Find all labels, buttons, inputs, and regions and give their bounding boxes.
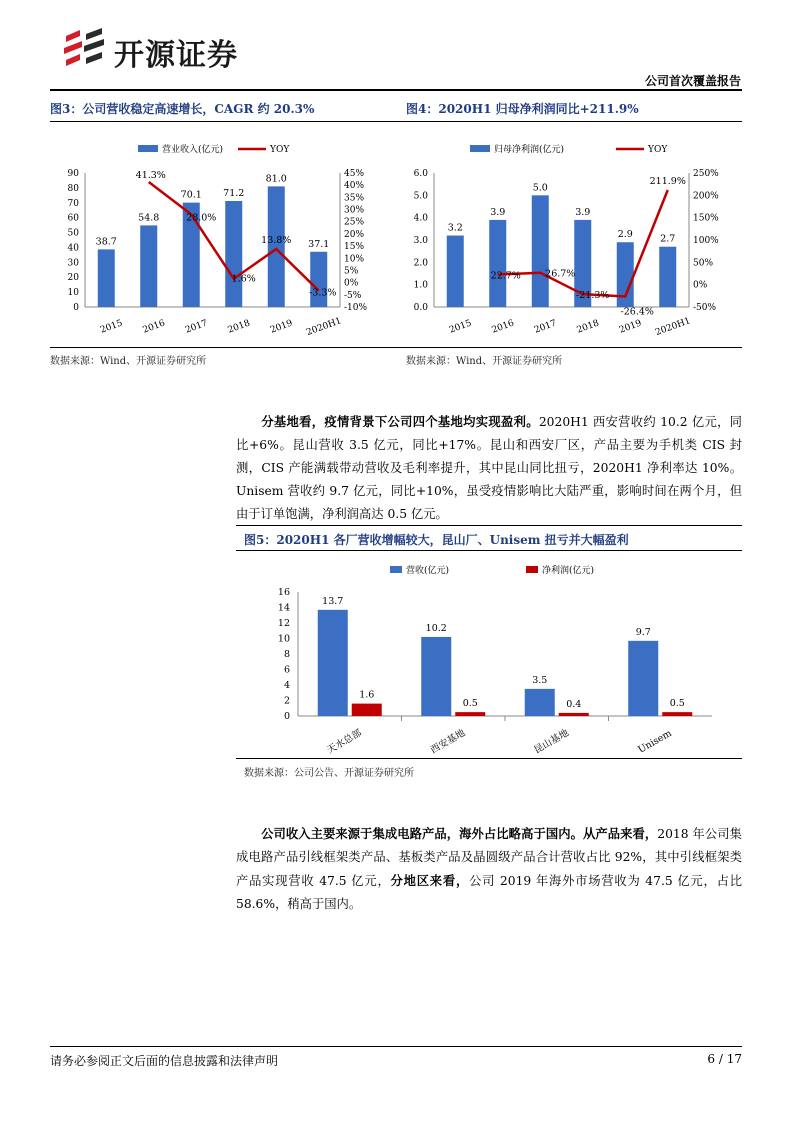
chart-fig3-left-tick: 10: [67, 288, 79, 299]
chart-fig3-right-tick: 20%: [344, 229, 365, 240]
report-type: 公司首次覆盖报告: [644, 74, 741, 88]
chart-fig4-yoy-label: 26.7%: [545, 268, 576, 280]
paragraph-revenue-lead: 公司收入主要来源于集成电路产品，海外占比略高于国内。从产品来看，: [261, 826, 658, 841]
fig5-bar-label: 13.7: [322, 595, 344, 607]
paragraph-by-base: [236, 410, 742, 526]
chart-fig3-right-tick: 10%: [344, 254, 365, 265]
fig-title-rule-top: [50, 121, 742, 122]
chart-fig3-bar: [140, 225, 157, 307]
chart-fig4-bar-label: 2.9: [617, 229, 633, 241]
chart-fig4-x-tick: 2017: [533, 318, 559, 336]
paragraph-by-base-lead: 分基地看，疫情背景下公司四个基地均实现盈利。: [261, 414, 539, 429]
logo-mark-icon: [62, 26, 106, 72]
chart-fig3-right-tick: 45%: [344, 169, 365, 179]
paragraph-revenue-source: [236, 822, 742, 916]
fig3-chart: [50, 125, 395, 347]
fig5-bar-label: 0.5: [462, 698, 478, 710]
chart-fig4-left-tick: 0.0: [413, 303, 428, 313]
fig5-y-tick: 12: [277, 618, 290, 629]
chart-fig4-legend-line-label: YOY: [648, 145, 668, 155]
chart-fig3-x-tick: 2015: [99, 318, 125, 336]
chart-fig4-bar-label: 2.7: [660, 233, 676, 245]
chart-fig3-yoy-label: 28.0%: [186, 212, 217, 224]
fig5-title: 图5：2020H1 各厂营收增幅较大，昆山厂、Unisem 扭亏并大幅盈利: [244, 533, 629, 547]
fig5-legend-profit-swatch: [526, 566, 538, 573]
fig5-x-tick: 天水总部: [325, 727, 364, 757]
chart-fig3-bar-label: 81.0: [265, 173, 287, 185]
chart-fig4-right-tick: 250%: [693, 169, 719, 179]
chart-fig3-right-tick: 25%: [344, 217, 365, 228]
chart-fig4-right-tick: -50%: [693, 303, 717, 313]
chart-fig3-right-tick: 40%: [344, 181, 365, 192]
fig5-y-tick: 6: [283, 664, 290, 676]
chart-fig3-yoy-label: 13.8%: [261, 235, 292, 247]
fig5-y-tick: 14: [277, 602, 290, 614]
chart-fig4-bar: [532, 195, 549, 307]
chart-fig3-right-tick: -5%: [344, 290, 362, 301]
paragraph-revenue-text1: 2018 年公司集成电路产品引线框架类产品、基板类产品及晶圆级产品合计营收占比 92%，其中引线框架类产品实现营收 47.5 亿元，: [236, 827, 742, 888]
chart-fig4-bar-label: 3.9: [575, 206, 591, 218]
chart-fig4-x-tick: 2018: [575, 318, 601, 336]
fig5-bar: [318, 610, 348, 716]
brand-name: 开源证券: [114, 38, 238, 73]
chart-fig3-right-tick: 0%: [344, 278, 359, 289]
fig5-y-tick: 0: [283, 711, 290, 722]
chart-fig3-bar: [268, 186, 285, 307]
chart-fig3-legend-bar-swatch: [138, 145, 158, 152]
chart-fig3-right-tick: 15%: [344, 242, 365, 253]
fig5-bar: [628, 641, 658, 716]
chart-fig4-left-tick: 1.0: [413, 280, 428, 291]
chart-fig4-yoy-label: -21.3%: [576, 290, 610, 302]
fig4-chart: [404, 125, 744, 347]
chart-fig3-bar-label: 37.1: [308, 238, 330, 250]
chart-fig4-bar: [447, 236, 464, 307]
chart-fig3-x-tick: 2019: [269, 318, 295, 336]
chart-fig3-left-tick: 90: [67, 169, 79, 179]
chart-fig3-bar-label: 54.8: [138, 212, 160, 224]
fig4-source: 数据来源：Wind、开源证券研究所: [406, 356, 563, 367]
fig5-bar-label: 0.5: [669, 698, 685, 710]
page-number: 6 / 17: [707, 1052, 742, 1066]
fig5-source-rule: [236, 758, 742, 759]
chart-fig4-right-tick: 200%: [693, 191, 719, 202]
paragraph-revenue-text2: 公司 2019 年海外市场营收为 47.5 亿元，占比 58.6%，稍高于国内。: [236, 874, 743, 911]
fig5-legend-revenue-swatch: [390, 566, 402, 573]
fig5-y-tick: 4: [283, 680, 290, 691]
fig5-title-rule-top: [236, 525, 742, 526]
header-rule: [50, 89, 742, 91]
fig5-title-rule: [236, 550, 742, 551]
fig5-bar-label: 9.7: [635, 626, 651, 638]
fig5-bar: [525, 689, 555, 716]
fig5-y-tick: 10: [277, 633, 290, 645]
fig5-bar: [455, 712, 485, 716]
chart-fig3-left-tick: 60: [67, 213, 79, 224]
chart-fig4-bar: [659, 247, 676, 307]
chart-fig3-right-tick: 35%: [344, 193, 365, 204]
chart-fig4-yoy-label: 22.7%: [490, 270, 521, 282]
chart-fig3-right-tick: 30%: [344, 205, 365, 216]
company-logo: [62, 24, 292, 74]
chart-fig3-left-tick: 40: [67, 243, 79, 254]
chart-fig4-right-tick: 0%: [693, 280, 708, 291]
chart-fig4-bar: [489, 220, 506, 307]
chart-fig3-left-tick: 80: [67, 183, 79, 194]
chart-fig3-right-tick: 5%: [344, 266, 359, 277]
chart-fig4-left-tick: 3.0: [413, 236, 428, 246]
chart-fig4-x-tick: 2015: [448, 318, 474, 336]
chart-fig3-bar-label: 71.2: [223, 187, 245, 199]
fig5-bar-label: 3.5: [532, 674, 548, 686]
chart-fig4-bar-label: 5.0: [532, 182, 548, 194]
chart-fig4-legend-bar-swatch: [470, 145, 490, 152]
chart-fig3-bar: [310, 252, 327, 307]
chart-fig3-x-tick: 2018: [226, 318, 252, 336]
fig3-source: 数据来源：Wind、开源证券研究所: [50, 356, 207, 367]
chart-fig4-yoy-label: -26.4%: [620, 306, 654, 318]
chart-fig4-right-tick: 150%: [693, 213, 719, 224]
chart-fig3-left-tick: 0: [73, 303, 79, 313]
fig5-x-tick: 昆山基地: [532, 727, 571, 757]
chart-fig3-yoy-label: 41.3%: [135, 170, 166, 182]
fig5-bar-label: 10.2: [425, 622, 447, 634]
chart-fig3-legend-line-label: YOY: [270, 145, 290, 155]
footer-rule: [50, 1046, 742, 1047]
chart-fig4-bar-label: 3.9: [490, 206, 506, 218]
fig5-y-tick: 2: [283, 695, 290, 707]
chart-fig3-x-tick: 2020H1: [305, 316, 343, 339]
chart-fig3-legend-bar-label: 营业收入(亿元): [162, 145, 224, 155]
fig5-y-tick: 8: [283, 649, 290, 660]
chart-fig3-yoy-label: 1.6%: [231, 273, 256, 285]
chart-fig4-yoy-label: 211.9%: [649, 176, 686, 188]
chart-fig3-left-tick: 50: [67, 228, 79, 239]
fig5-legend-profit-label: 净利润(亿元): [542, 566, 595, 576]
chart-fig4-x-tick: 2019: [618, 318, 644, 336]
paragraph-region-lead: 分地区来看，: [390, 873, 470, 888]
footer-disclaimer: 请务必参阅正文后面的信息披露和法律声明: [50, 1054, 279, 1068]
chart-fig4-right-tick: 50%: [693, 258, 714, 269]
chart-fig3-right-tick: -10%: [344, 303, 368, 313]
fig3-title: 图3：公司营收稳定高速增长，CAGR 约 20.3%: [50, 102, 315, 116]
fig5-bar: [559, 713, 589, 716]
chart-fig4-left-tick: 6.0: [413, 169, 428, 179]
chart-fig3-left-tick: 30: [67, 258, 79, 269]
fig5-chart: [236, 554, 742, 758]
chart-fig3-bar-label: 38.7: [95, 236, 117, 248]
chart-fig4-legend-bar-label: 归母净利润(亿元): [494, 145, 565, 155]
paragraph-by-base-text: 2020H1 西安营收约 10.2 亿元，同比+6%。昆山营收 3.5 亿元，同比+17%。昆山和西安厂区，产品主要为手机类 CIS 封测，CIS 产能满载带动营收及毛利率提升，其中昆山同比扭亏，2020H1 净利率达 10%。Unisem 营收约 9.7 亿元，同比+10%，虽受疫情影响比大陆严重，影响时间在两个月，但由于订单饱满，净利润高达 0.5 亿元。: [236, 415, 742, 521]
fig5-bar-label: 0.4: [566, 698, 582, 710]
fig5-x-tick: 西安基地: [428, 727, 468, 757]
fig5-bar: [662, 712, 692, 716]
chart-fig3-bar: [98, 249, 115, 307]
fig5-bar-label: 1.6: [359, 689, 375, 701]
fig5-x-tick: Unisem: [636, 727, 674, 756]
fig5-legend-revenue-label: 营收(亿元): [406, 566, 450, 576]
chart-fig3-left-tick: 70: [67, 198, 79, 209]
chart-fig4-bar-label: 3.2: [447, 222, 463, 234]
chart-fig4-left-tick: 4.0: [413, 213, 428, 224]
fig5-bar: [421, 637, 451, 716]
chart-fig4-x-tick: 2016: [490, 318, 516, 336]
fig-source-rule: [50, 347, 742, 348]
chart-fig3-yoy-label: -3.3%: [309, 287, 337, 299]
chart-fig3-bar-label: 70.1: [180, 189, 202, 201]
fig5-source: 数据来源：公司公告、开源证券研究所: [244, 768, 414, 779]
chart-fig4-x-tick: 2020H1: [654, 316, 692, 339]
fig5-y-tick: 16: [277, 587, 290, 598]
chart-fig3-bar: [225, 201, 242, 307]
chart-fig3-x-tick: 2016: [141, 318, 167, 336]
fig4-title: 图4：2020H1 归母净利润同比+211.9%: [406, 102, 639, 116]
fig5-bar: [352, 704, 382, 716]
chart-fig4-left-tick: 2.0: [413, 258, 428, 269]
chart-fig3-left-tick: 20: [67, 273, 79, 284]
chart-fig4-left-tick: 5.0: [413, 191, 428, 202]
chart-fig3-x-tick: 2017: [184, 318, 210, 336]
chart-fig4-right-tick: 100%: [693, 236, 719, 246]
